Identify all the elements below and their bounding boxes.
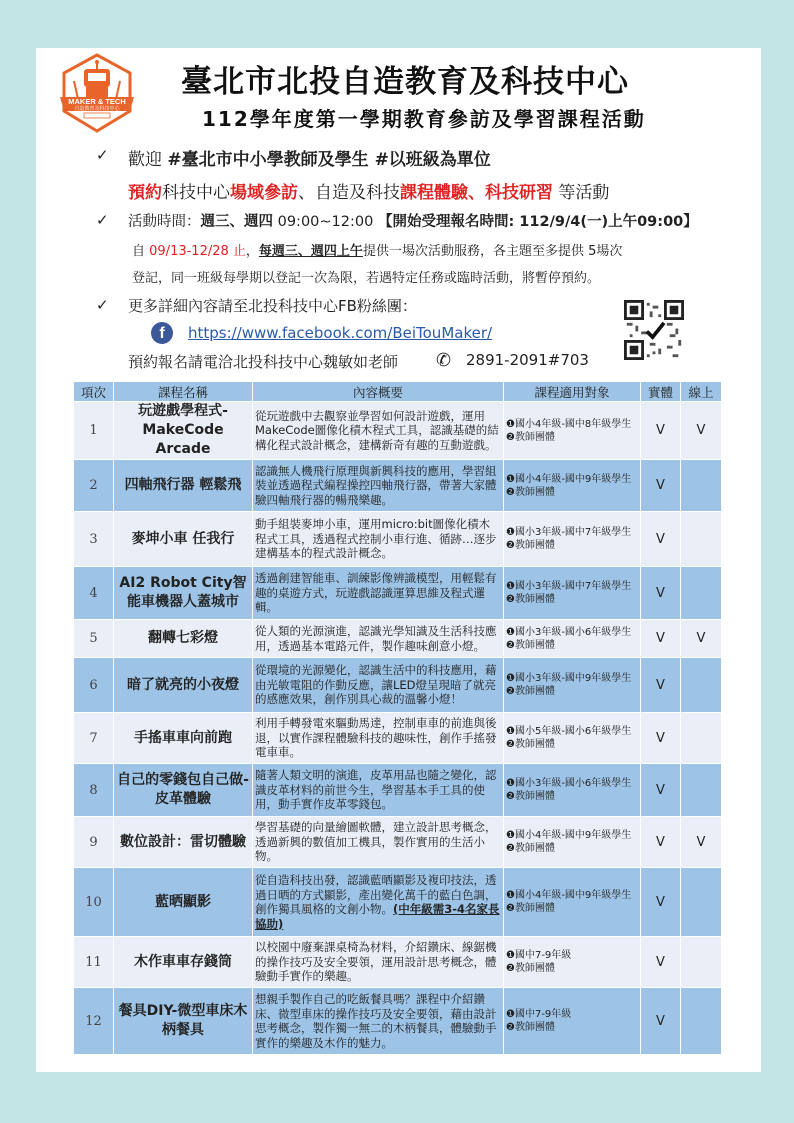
course-name: 手搖車車向前跑	[114, 713, 253, 764]
online-mark	[681, 658, 722, 713]
online-mark	[681, 713, 722, 764]
header-item-no: 項次	[74, 382, 114, 402]
course-experience-text: 課程體驗	[400, 183, 468, 203]
item-no: 3	[74, 512, 114, 567]
target-students: ❶國小4年級-國中9年級學生	[506, 890, 632, 901]
item-no: 11	[74, 937, 114, 988]
time-label: 活動時間：	[128, 214, 201, 230]
intro-activities	[128, 178, 609, 203]
target-teachers: ❷教師團體	[506, 431, 555, 443]
table-row	[74, 937, 722, 988]
target-students: ❶國小3年級-國中7年級學生	[506, 581, 632, 592]
course-target	[504, 512, 641, 567]
check-icon: ✓	[96, 211, 109, 229]
item-no: 9	[74, 817, 114, 868]
weekday-mornings: 每週三、週四上午	[258, 244, 363, 259]
online-mark	[681, 988, 722, 1055]
course-name: 四軸飛行器 輕鬆飛	[114, 460, 253, 512]
intro-welcome	[128, 145, 491, 170]
text: ，	[245, 244, 259, 259]
course-desc: 動手組裝麥坤小車，運用micro:bit圖像化積木程式工具，透過程式控制小車行進、循跡…逐步建構基本的程式設計概念。	[253, 512, 504, 567]
course-target	[504, 868, 641, 937]
page-subtitle: 112學年度第一學期教育參訪及學習課程活動	[202, 107, 646, 131]
course-name: 藍晒顯影	[114, 868, 253, 937]
reserve-text: 預約	[128, 183, 162, 203]
physical-mark: V	[641, 402, 681, 460]
contact-teacher: 預約報名請電洽北投科技中心魏敏如老師	[128, 353, 399, 371]
text: 科技中心	[162, 183, 230, 203]
facebook-link[interactable]: https://www.facebook.com/BeiTouMaker/	[188, 324, 493, 342]
online-mark	[681, 512, 722, 567]
course-target	[504, 460, 641, 512]
target-teachers: ❷教師團體	[506, 594, 555, 605]
tech-workshop-text: 科技研習	[485, 183, 553, 203]
fb-intro: 更多詳細內容請至北投科技中心FB粉絲團：	[128, 297, 417, 315]
physical-mark: V	[641, 658, 681, 713]
table-header-row	[74, 382, 722, 402]
online-mark: V	[681, 817, 722, 868]
physical-mark: V	[641, 817, 681, 868]
page-title: 臺北市北投自造教育及科技中心	[181, 64, 629, 100]
course-table	[73, 381, 722, 1055]
time-range: 09:00~12:00	[273, 214, 378, 230]
target-teachers: ❷教師團體	[506, 963, 555, 974]
parent-assist-note: (中年級需3-4名家長協助)	[255, 902, 500, 931]
desc-text: 從自造科技出發，認識藍晒顯影及複印技法，透過日晒的方式顯影，產出變化萬千的藍白色調，創作獨具風格的文創小物。	[255, 873, 497, 916]
course-desc: 想親手製作自己的吃飯餐具嗎？課程中介紹鑽床、微型車床的操作技巧及安全要領，藉由設計思考概念，製作獨一無二的木柄餐具，體驗動手實作的樂趣及木作的魅力。	[253, 988, 504, 1055]
welcome-prefix: 歡迎	[128, 150, 168, 170]
course-target	[504, 567, 641, 620]
item-no: 4	[74, 567, 114, 620]
target-teachers: ❷教師團體	[506, 903, 555, 914]
header-content: 內容概要	[253, 382, 504, 402]
target-teachers: ❷教師團體	[506, 540, 555, 551]
svg-text:自造教育及科技中心: 自造教育及科技中心	[74, 106, 120, 112]
table-row	[74, 658, 722, 713]
course-target	[504, 713, 641, 764]
course-name: 木作車車存錢筒	[114, 937, 253, 988]
course-desc: 認識無人機飛行原理與新興科技的應用，學習組裝並透過程式編程操控四軸飛行器，帶著大家體驗四軸飛行器的暢飛樂趣。	[253, 460, 504, 512]
course-target	[504, 620, 641, 658]
course-desc: 透過創建智能車、訓練影像辨識模型，用輕鬆有趣的桌遊方式，玩遊戲認識運算思維及程式邏輯。	[253, 567, 504, 620]
target-students: ❶國小5年級-國小6年級學生	[506, 726, 632, 737]
target-students: ❶國中7-9年級	[506, 1009, 572, 1020]
table-row	[74, 402, 722, 460]
online-mark	[681, 460, 722, 512]
phone-number: 2891-2091#703	[466, 351, 589, 369]
physical-mark: V	[641, 937, 681, 988]
target-students: ❶國小3年級-國小6年級學生	[506, 778, 632, 789]
registration-start: 【開始受理報名時間: 112/9/4(一)上午09:00】	[377, 214, 698, 230]
qr-code[interactable]	[624, 300, 684, 360]
target-students: ❶國小4年級-國中9年級學生	[506, 830, 632, 841]
target-students: ❶國小3年級-國中7年級學生	[506, 527, 632, 538]
target-students: ❶國小4年級-國中8年級學生	[506, 418, 632, 430]
physical-mark: V	[641, 460, 681, 512]
activity-time	[128, 210, 698, 231]
table-row	[74, 620, 722, 658]
maker-tech-logo	[60, 53, 134, 133]
target-teachers: ❷教師團體	[506, 639, 555, 651]
online-mark: V	[681, 402, 722, 460]
date-range: 09/13-12/28 止	[149, 244, 246, 259]
course-desc: 利用手轉發電來驅動馬達，控制車車的前進與後退，以實作課程體驗科技的趣味性，創作手搖發電車車。	[253, 713, 504, 764]
item-no: 5	[74, 620, 114, 658]
course-name: 麥坤小車 任我行	[114, 512, 253, 567]
course-desc: 從環境的光源變化，認識生活中的科技應用，藉由光敏電阻的作動反應，讓LED燈呈現暗了就亮的感應效果，創作別具心裁的溫馨小燈！	[253, 658, 504, 713]
target-teachers: ❷教師團體	[506, 1022, 555, 1033]
course-target	[504, 988, 641, 1055]
text: 、自造及科技	[298, 183, 400, 203]
course-target	[504, 658, 641, 713]
physical-mark: V	[641, 567, 681, 620]
table-row	[74, 713, 722, 764]
course-desc	[253, 868, 504, 937]
site-visit-text: 場域參訪	[230, 183, 298, 203]
online-mark	[681, 937, 722, 988]
course-desc: 隨著人類文明的演進，皮革用品也隨之變化，認識皮革材料的前世今生，學習基本手工具的使用，動手實作皮革零錢包。	[253, 764, 504, 817]
physical-mark: V	[641, 764, 681, 817]
text: 、	[468, 183, 485, 203]
text: 提供一場次活動服務，各主題至多提供 5場次	[362, 244, 623, 259]
header-target: 課程適用對象	[504, 382, 641, 402]
table-row	[74, 988, 722, 1055]
service-period	[132, 240, 622, 259]
course-name: 暗了就亮的小夜燈	[114, 658, 253, 713]
course-name: AI2 Robot City智能車機器人蓋城市	[114, 567, 253, 620]
course-target	[504, 402, 641, 460]
course-target	[504, 817, 641, 868]
course-desc: 學習基礎的向量繪圖軟體，建立設計思考概念，透過新興的數值加工機具，製作實用的生活小物。	[253, 817, 504, 868]
physical-mark: V	[641, 713, 681, 764]
text: 自	[132, 244, 150, 259]
item-no: 1	[74, 402, 114, 460]
svg-text:MAKER & TECH: MAKER & TECH	[68, 97, 126, 106]
course-name: 翻轉七彩燈	[114, 620, 253, 658]
target-teachers: ❷教師團體	[506, 843, 555, 854]
target-students: ❶國小4年級-國中9年級學生	[506, 473, 632, 485]
table-row	[74, 868, 722, 937]
online-mark: V	[681, 620, 722, 658]
item-no: 10	[74, 868, 114, 937]
target-students: ❶國中7-9年級	[506, 950, 572, 961]
table-row	[74, 512, 722, 567]
target-teachers: ❷教師團體	[506, 686, 555, 697]
course-desc: 從人類的光源演進，認識光學知識及生活科技應用，透過基本電路元件，製作趣味創意小燈。	[253, 620, 504, 658]
physical-mark: V	[641, 512, 681, 567]
target-students: ❶國小3年級-國中9年級學生	[506, 673, 632, 684]
target-students: ❶國小3年級-國小6年級學生	[506, 626, 632, 638]
physical-mark: V	[641, 868, 681, 937]
course-target	[504, 764, 641, 817]
item-no: 6	[74, 658, 114, 713]
course-target	[504, 937, 641, 988]
item-no: 2	[74, 460, 114, 512]
header-online: 線上	[681, 382, 722, 402]
online-mark	[681, 764, 722, 817]
check-icon: ✓	[96, 146, 109, 164]
item-no: 7	[74, 713, 114, 764]
check-icon: ✓	[96, 296, 109, 314]
course-name: 自己的零錢包自己做-皮革體驗	[114, 764, 253, 817]
online-mark	[681, 868, 722, 937]
physical-mark: V	[641, 988, 681, 1055]
physical-mark: V	[641, 620, 681, 658]
header-physical: 實體	[641, 382, 681, 402]
table-row	[74, 817, 722, 868]
target-teachers: ❷教師團體	[506, 791, 555, 802]
facebook-icon: f	[151, 322, 173, 344]
table-row	[74, 460, 722, 512]
course-name: 餐具DIY-微型車床木柄餐具	[114, 988, 253, 1055]
booking-rule: 登記，同一班級每學期以登記一次為限，若遇特定任務或臨時活動，將暫停預約。	[132, 271, 601, 286]
flyer-page	[36, 48, 761, 1072]
course-desc: 以校園中廢棄課桌椅為材料，介紹鑽床、線鋸機的操作技巧及安全要領，運用設計思考概念，體驗動手實作的樂趣。	[253, 937, 504, 988]
course-name: 數位設計：雷切體驗	[114, 817, 253, 868]
time-days: 週三、週四	[200, 214, 273, 230]
item-no: 8	[74, 764, 114, 817]
item-no: 12	[74, 988, 114, 1055]
online-mark	[681, 567, 722, 620]
table-row	[74, 567, 722, 620]
target-teachers: ❷教師團體	[506, 486, 555, 498]
course-desc: 從玩遊戲中去觀察並學習如何設計遊戲，運用MakeCode圖像化積木程式工具，認識基礎的結構化程式設計概念，建構新奇有趣的互動遊戲。	[253, 402, 504, 460]
course-name: 玩遊戲學程式-MakeCode Arcade	[114, 402, 253, 460]
header-course-name: 課程名稱	[114, 382, 253, 402]
phone-icon: ✆	[436, 350, 452, 371]
target-teachers: ❷教師團體	[506, 739, 555, 750]
table-row	[74, 764, 722, 817]
text: 等活動	[553, 183, 610, 203]
welcome-audience: #臺北市中小學教師及學生 #以班級為單位	[167, 150, 491, 170]
